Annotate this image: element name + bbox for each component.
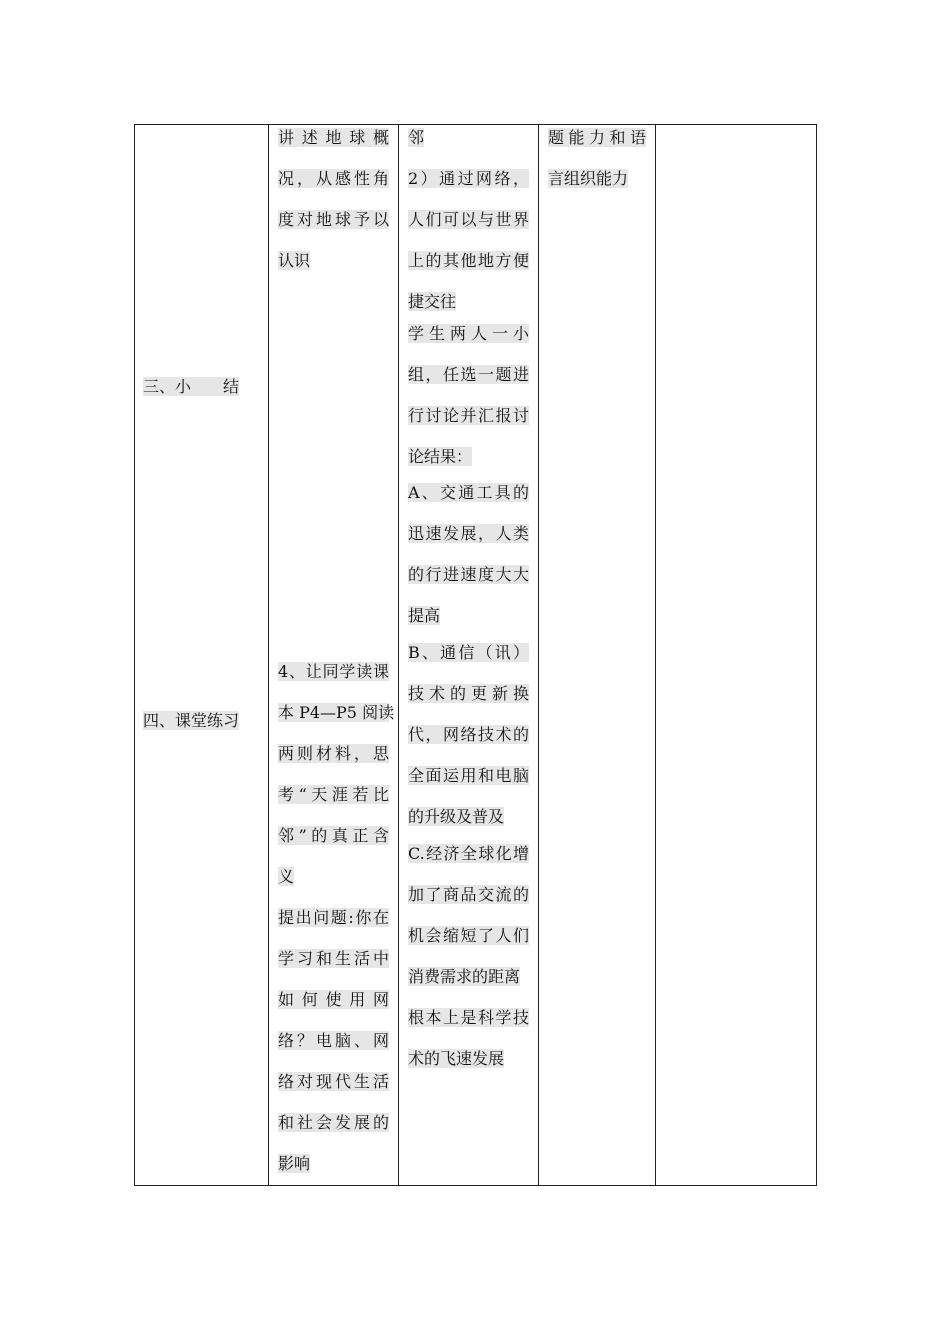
text-line: 提高 [408, 606, 441, 625]
row-label-summary: 三、小 结 [143, 377, 240, 396]
text-line: 捷交往 [408, 292, 457, 311]
text-line: 的行进速度大大 [408, 565, 529, 584]
text-line: 度对地球予以 [278, 210, 389, 229]
text-line: 机会缩短了人们 [408, 926, 529, 945]
text-line: 迅速发展，人类 [408, 524, 529, 543]
text-line: C.经济全球化增 [408, 844, 529, 863]
text-line: 讲述地球概 [278, 128, 389, 147]
text-line: 况，从感性角 [278, 169, 389, 188]
student-activity-a [408, 472, 529, 636]
text-line: 学习和生活中 [278, 949, 389, 968]
text-line: 论结果： [408, 447, 473, 466]
text-line: 认识 [278, 251, 311, 270]
text-line: 考“天涯若比 [278, 785, 389, 804]
text-line: 4、让同学读课 [278, 662, 389, 681]
student-activity [408, 117, 529, 322]
text-line: 络对现代生活 [278, 1072, 389, 1091]
text-line: 技术的更新换 [408, 684, 529, 703]
row-label-practice: 四、课堂练习 [143, 711, 240, 730]
column-divider [268, 125, 269, 1185]
text-line: 络？电脑、网 [278, 1031, 389, 1050]
text-line: B、通信（讯） [408, 643, 529, 662]
text-line: 行讨论并汇报讨 [408, 406, 529, 425]
text-line: 题能力和语 [548, 128, 646, 147]
text-line: 邻 [408, 128, 425, 147]
text-line: 人们可以与世界 [408, 210, 529, 229]
teacher-activity-bottom [278, 651, 395, 1184]
text-line: 代，网络技术的 [408, 725, 529, 744]
column-divider [538, 125, 539, 1185]
text-line: 影响 [278, 1154, 311, 1173]
text-line: A、交通工具的 [408, 483, 529, 502]
text-line: 组，任选一题进 [408, 365, 529, 384]
text-line: 两则材料，思 [278, 744, 389, 763]
text-line: 言组织能力 [548, 169, 629, 188]
text-line: 全面运用和电脑 [408, 766, 529, 785]
column-divider [398, 125, 399, 1185]
student-activity-c [408, 833, 529, 1079]
text-line: 提出问题:你在 [278, 908, 389, 927]
text-line: 2）通过网络， [408, 169, 529, 188]
text-line: 的升级及普及 [408, 807, 505, 826]
text-line: 上的其他地方便 [408, 251, 529, 270]
text-line: 学生两人一小 [408, 324, 529, 343]
text-line: 消费需求的距离 [408, 967, 521, 986]
text-line: 义 [278, 867, 295, 886]
text-line: 如何使用网 [278, 990, 389, 1009]
column-divider [655, 125, 656, 1185]
design-intent [548, 117, 646, 199]
text-line: 邻”的真正含 [278, 826, 389, 845]
student-activity-discussion [408, 313, 529, 477]
student-activity-b [408, 632, 529, 837]
text-line: 加了商品交流的 [408, 885, 529, 904]
text-line: 根本上是科学技 [408, 1008, 529, 1027]
text-line: 本 P4—P5 阅读 [278, 703, 395, 722]
text-line: 术的飞速发展 [408, 1049, 505, 1068]
teacher-activity-top [278, 117, 389, 281]
text-line: 和社会发展的 [278, 1113, 389, 1132]
